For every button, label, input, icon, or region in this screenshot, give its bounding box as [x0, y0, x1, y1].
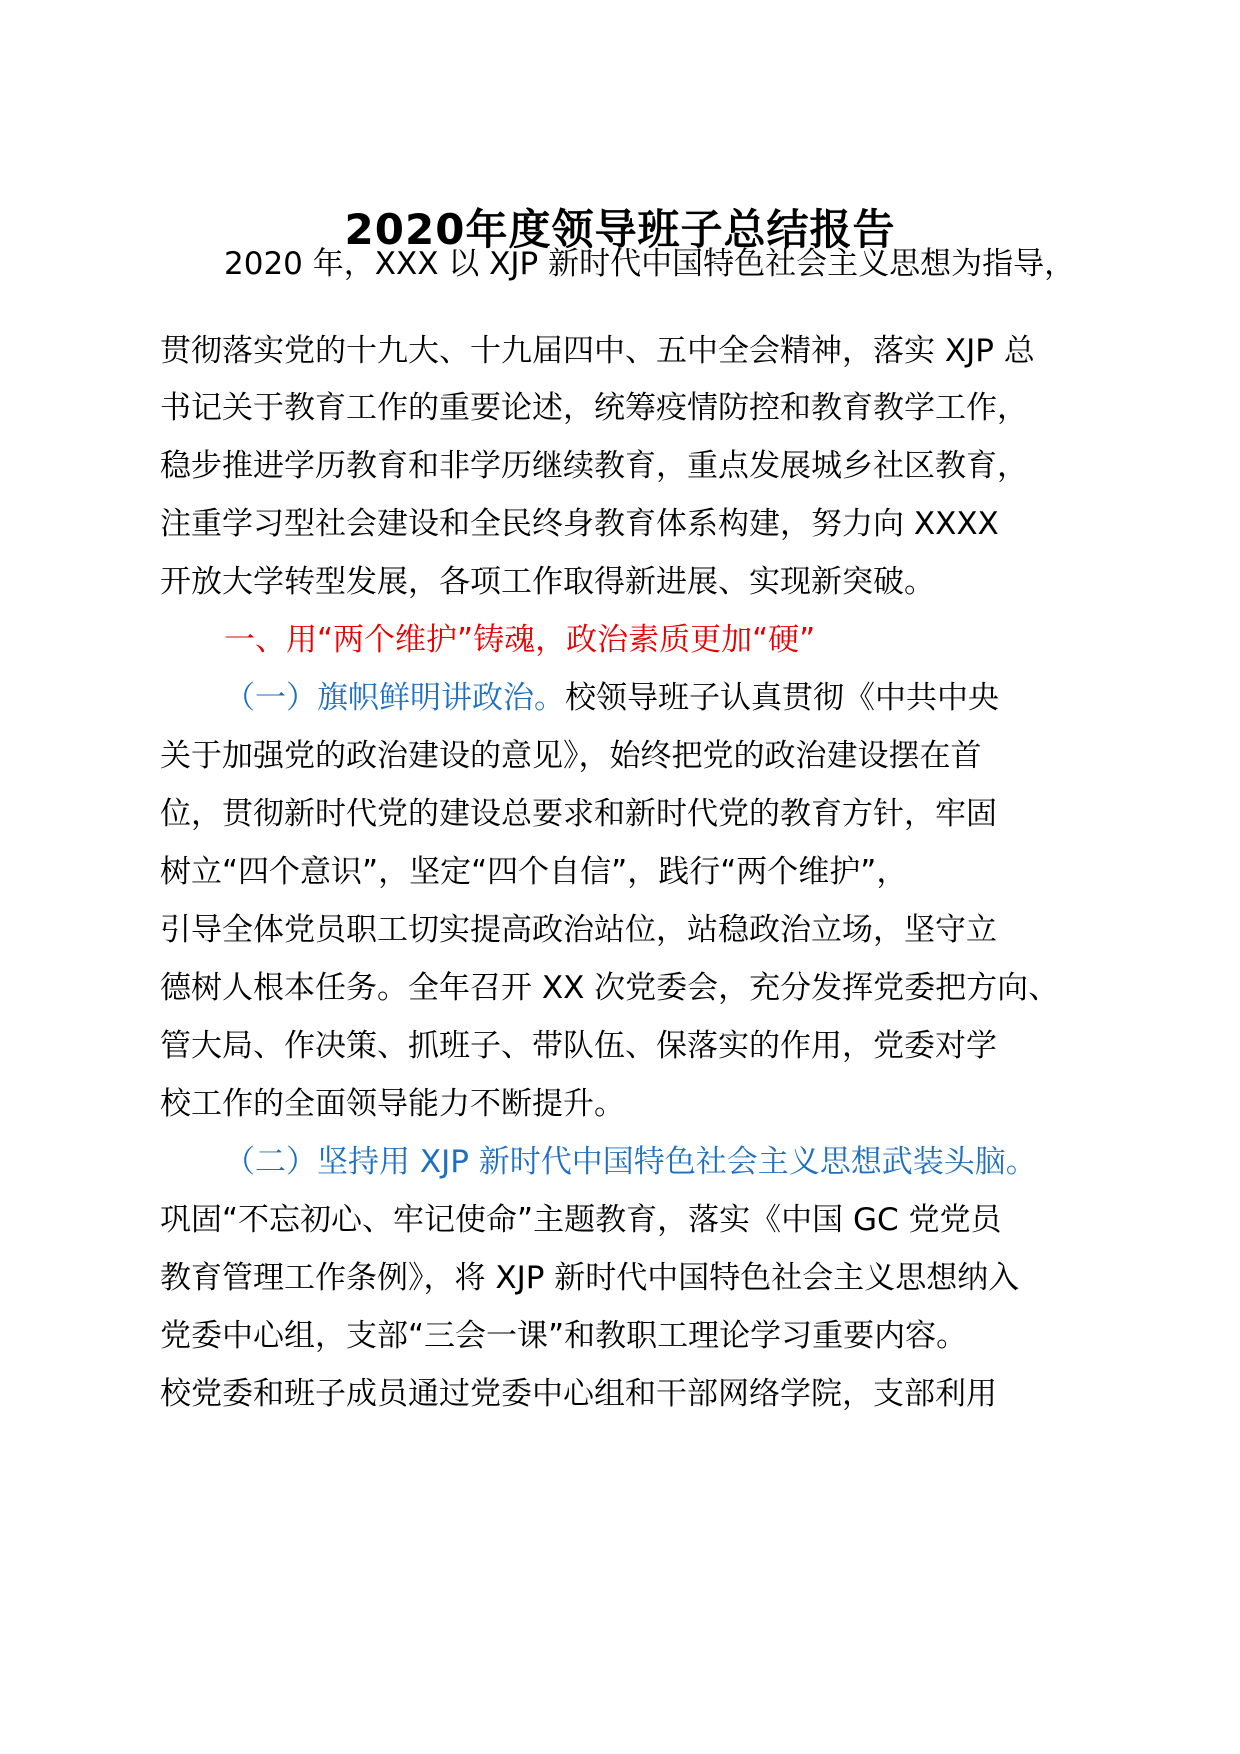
paragraph-line: 党委中心组，支部“三会一课”和教职工理论学习重要内容。 [160, 1318, 968, 1354]
paragraph-line: 校工作的全面领导能力不断提升。 [160, 1086, 625, 1122]
paragraph-line: 注重学习型社会建设和全民终身教育体系构建，努力向 XXXX [160, 506, 999, 542]
paragraph-line: 贯彻落实党的十九大、十九届四中、五中全会精神，落实 XJP 总 [160, 333, 1035, 369]
subsection-heading: （一）旗帜鲜明讲政治。 [224, 680, 565, 716]
paragraph-line: 开放大学转型发展，各项工作取得新进展、实现新突破。 [160, 564, 935, 600]
paragraph-line: 管大局、作决策、抓班子、带队伍、保落实的作用，党委对学 [160, 1028, 997, 1064]
paragraph-line: 树立“四个意识”，坚定“四个自信”，践行“两个维护”， [160, 854, 908, 890]
paragraph-line: 德树人根本任务。全年召开 XX 次党委会，充分发挥党委把方向、 [160, 970, 1060, 1006]
paragraph-line: 书记关于教育工作的重要论述，统筹疫情防控和教育教学工作， [160, 390, 1028, 426]
section-heading: 一、用“两个维护”铸魂，政治素质更加“硬” [224, 622, 816, 658]
paragraph-line: 位，贯彻新时代党的建设总要求和新时代党的教育方针，牢固 [160, 796, 997, 832]
paragraph-line: 巩固“不忘初心、牢记使命”主题教育，落实《中国 GC 党党员 [160, 1202, 1002, 1238]
subsection-heading-line [224, 678, 1124, 718]
paragraph-line: 教育管理工作条例》，将 XJP 新时代中国特色社会主义思想纳入 [160, 1260, 1020, 1296]
paragraph-line: 2020 年，XXX 以 XJP 新时代中国特色社会主义思想为指导， [224, 246, 1076, 282]
document-title: 2020年度领导班子总结报告 [344, 205, 896, 254]
paragraph-line: 校党委和班子成员通过党委中心组和干部网络学院，支部利用 [160, 1376, 997, 1412]
subsection-heading: （二）坚持用 XJP 新时代中国特色社会主义思想武装头脑。 [224, 1144, 1037, 1180]
paragraph-line: 稳步推进学历教育和非学历继续教育，重点发展城乡社区教育， [160, 448, 1028, 484]
paragraph-text: 校领导班子认真贯彻《中共中央 [565, 680, 999, 716]
paragraph-line: 引导全体党员职工切实提高政治站位，站稳政治立场，坚守立 [160, 912, 997, 948]
paragraph-line: 关于加强党的政治建设的意见》，始终把党的政治建设摆在首 [160, 738, 982, 774]
